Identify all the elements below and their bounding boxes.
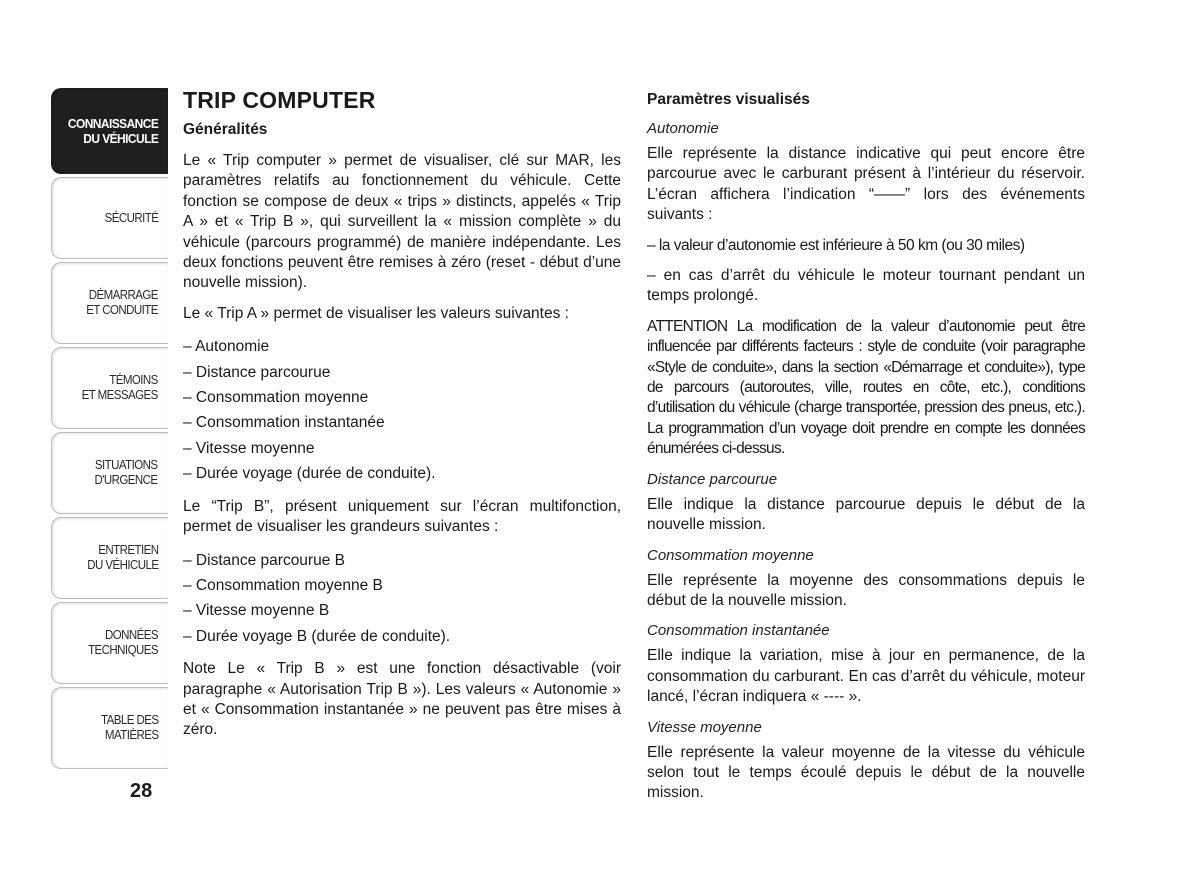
trip-b-list [183, 548, 621, 650]
section-heading-parametres: Paramètres visualisés [647, 91, 810, 108]
tab-demarrage-et-conduite[interactable] [51, 262, 168, 344]
list-item: – Durée voyage B (durée de conduite). [183, 627, 451, 645]
subheading-autonomie: Autonomie [647, 120, 719, 137]
tab-label: SITUATIONS D'URGENCE [94, 458, 158, 487]
autonomie-item-2: – en cas d’arrêt du véhicule le moteur tournant pendant un temps prolongé. [647, 267, 1085, 305]
tab-securite[interactable] [51, 177, 168, 259]
list-item: – Vitesse moyenne B [183, 602, 330, 620]
subheading-distance: Distance parcourue [647, 470, 778, 488]
subheading-vitesse-moyenne: Vitesse moyenne [647, 718, 762, 736]
subheading-consommation-moyenne: Consommation moyenne [647, 546, 814, 564]
page-number: 28 [130, 780, 153, 802]
tab-label: CONNAISSANCE DU VÉHICULE [67, 116, 158, 146]
trip-b-intro: Le “Trip B”, présent uniquement sur l’écran multifonction, permet de visualiser les grandeurs suivantes : [183, 497, 621, 536]
list-item: – Autonomie [183, 338, 270, 356]
list-item: – Distance parcourue [183, 363, 331, 381]
list-item: – Consommation instantanée [183, 414, 385, 432]
intro-paragraph: Le « Trip computer » permet de visualiser, clé sur MAR, les paramètres relatifs au fonctionnement du véhicule. Cette fonction se compose de deux « trips » distincts, appelés « Trip A » et « Trip B », qui surveillent la « mission complète » du véhicule (parcours programmé) de manière indépendante. Les deux fonctions peuvent être remises à zéro (reset - début d’une nouvelle mission). [183, 152, 621, 292]
autonomie-paragraph: Elle représente la distance indicative qui peut encore être parcourue avec le carburant présent à l’intérieur du réservoir. L’écran affichera l’indication “——” lors des événements suivants : [647, 145, 1085, 224]
tab-situations-d-urgence[interactable] [51, 432, 168, 514]
trip-a-list [183, 334, 621, 486]
note-paragraph: Note Le « Trip B » est une fonction désactivable (voir paragraphe « Autorisation Trip B »). Les valeurs « Autonomie » et « Consommation instantanée » ne peuvent pas être mises à zéro. [183, 660, 621, 739]
attention-paragraph: ATTENTION La modification de la valeur d’autonomie peut être influencée par différents facteurs : style de conduite (voir paragraphe «Style de conduite», dans la section «Démarrage et conduite»), type de parcours (autoroutes, ville, routes en côte, etc.), conditions d’utilisation du véhicule (charge transportée, pression des pneus, etc.). La programmation d’un voyage doit prendre en compte les données énumérées ci-dessus. [647, 317, 1085, 458]
trip-a-intro: Le « Trip A » permet de visualiser les valeurs suivantes : [183, 304, 569, 322]
tab-label: TÉMOINS ET MESSAGES [81, 373, 158, 402]
tab-entretien-du-vehicule[interactable] [51, 517, 168, 599]
tab-label: TABLE DES MATIÈRES [100, 713, 158, 742]
tab-label: SÉCURITÉ [104, 210, 158, 225]
subheading-consommation-instantanee: Consommation instantanée [647, 622, 830, 640]
list-item: – Vitesse moyenne [183, 439, 315, 457]
section-tabs [51, 88, 168, 772]
tab-donnees-techniques[interactable] [51, 602, 168, 684]
tab-label: DONNÉES TECHNIQUES [88, 628, 158, 657]
tab-temoins-et-messages[interactable] [51, 347, 168, 429]
section-heading-generalites: Généralités [183, 121, 268, 138]
left-column [183, 86, 621, 751]
vitesse-moyenne-paragraph: Elle représente la valeur moyenne de la vitesse du véhicule selon tout le temps écoulé depuis le début de la nouvelle mission. [647, 743, 1085, 802]
list-item: – Durée voyage (durée de conduite). [183, 465, 436, 483]
tab-label: DÉMARRAGE ET CONDUITE [86, 288, 158, 317]
list-item: – Consommation moyenne [183, 389, 369, 407]
page-title: TRIP COMPUTER [183, 87, 376, 113]
list-item: – Consommation moyenne B [183, 576, 383, 594]
autonomie-item-1: – la valeur d’autonomie est inférieure à 50 km (ou 30 miles) [647, 236, 1025, 254]
list-item: – Distance parcourue B [183, 551, 345, 569]
distance-paragraph: Elle indique la distance parcourue depuis le début de la nouvelle mission. [647, 495, 1085, 534]
consommation-moyenne-paragraph: Elle représente la moyenne des consommations depuis le début de la nouvelle mission. [647, 571, 1085, 609]
tab-table-des-matieres[interactable] [51, 687, 168, 769]
right-column [647, 86, 1085, 814]
consommation-instantanee-paragraph: Elle indique la variation, mise à jour en permanence, de la consommation du carburant. En cas d’arrêt du véhicule, moteur lancé, l’écran indiquera « ---- ». [647, 647, 1085, 706]
tab-connaissance-du-vehicule[interactable] [51, 88, 168, 174]
tab-label: ENTRETIEN DU VÉHICULE [86, 543, 158, 572]
